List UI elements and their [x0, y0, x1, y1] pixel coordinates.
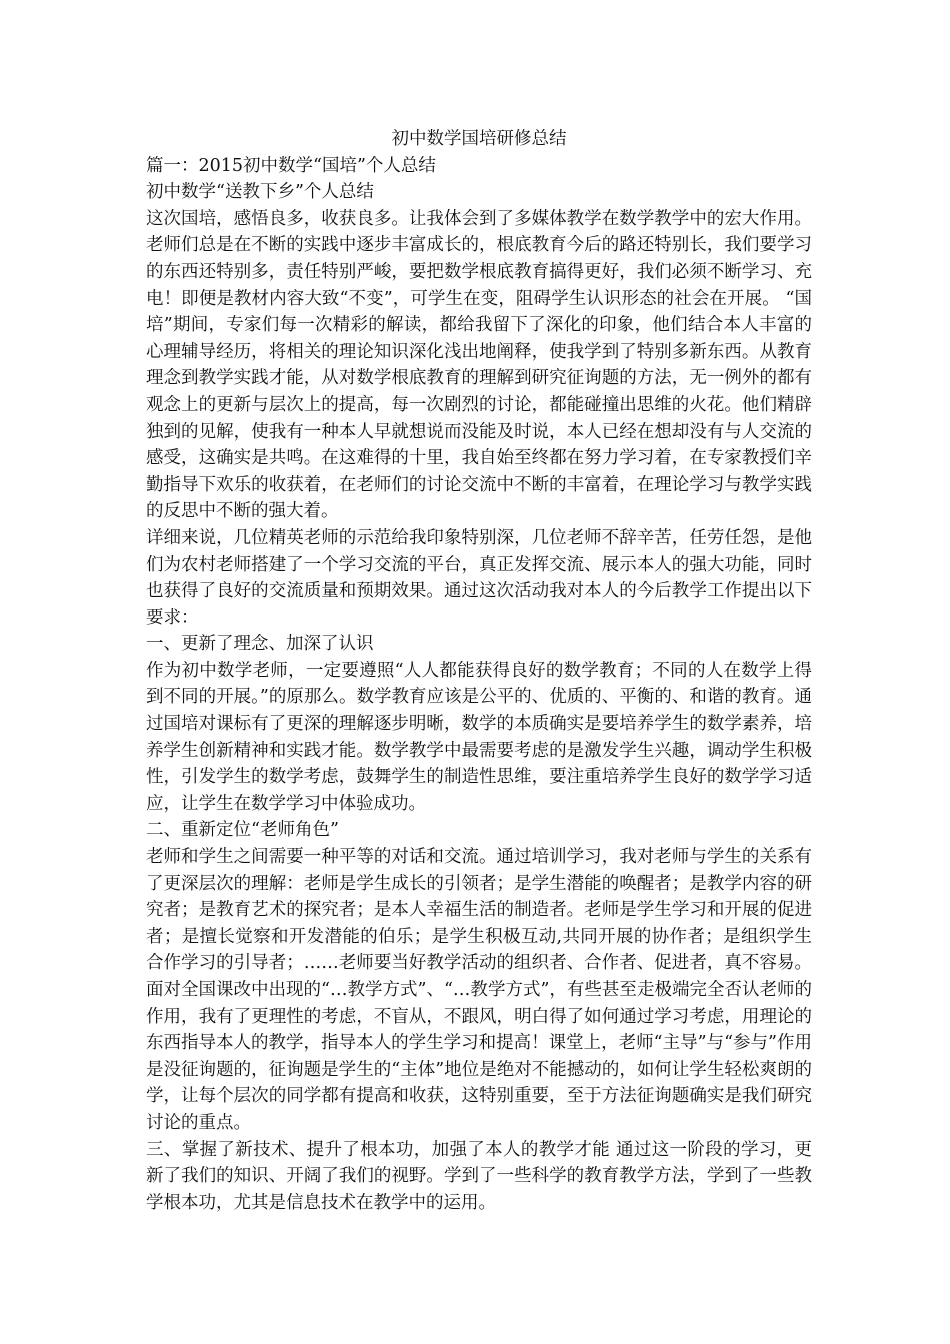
- section-heading: 二、重新定位“老师角色”: [146, 820, 339, 841]
- document-title: 初中数学国培研修总结: [391, 129, 567, 149]
- body-paragraph: 详细来说，几位精英老师的示范给我印象特别深，几位老师不辞辛苦，任劳任怨，是他们为农村老师搭建了一个学习交流的平台，真正发挥交流、展示本人的强大功能，同时也获得了良好的交流质量和预期效果。通过这次活动我对本人的今后教学工作提出以下要求：: [146, 527, 812, 628]
- body-paragraph: 这次国培，感悟良多，收获良多。让我体会到了多媒体教学在数学教学中的宏大作用。老师们总是在不断的实践中逐步丰富成长的，根底教育今后的路还特别长，我们要学习的东西还特别多，责任特别严峻，要把数学根底教育搞得更好，我们必须不断学习、充电！即便是教材内容大致“不变”，可学生在变，阻碍学生认识形态的社会在开展。 “国培”期间，专家们每一次精彩的解读，都给我留下了深化的印象，他们结合本人丰富的心理辅导经历，将相关的理论知识深化浅出地阐释，使我学到了特别多新东西。从教育理念到教学实践才能，从对数学根底教育的理解到研究征询题的方法，无一例外的都有观念上的更新与层次上的提高，每一次剧烈的讨论，都能碰撞出思维的火花。他们精辟独到的见解，使我有一种本人早就想说而没能及时说，本人已经在想却没有与人交流的感受，这确实是共鸣。在这难得的十里，我自始至终都在努力学习着，在专家教授们辛勤指导下欢乐的收获着，在老师们的讨论交流中不断的丰富着，在理论学习与教学实践的反思中不断的强大着。: [146, 208, 812, 522]
- section-heading: 一、更新了理念、加深了认识: [146, 634, 374, 655]
- body-paragraph: 作为初中数学老师，一定要遵照“人人都能获得良好的数学教育；不同的人在数学上得到不同的开展。”的原那么。数学教育应该是公平的、优质的、平衡的、和谐的教育。通过国培对课标有了更深的理解逐步明晰，数学的本质确实是要培养学生的数学素养，培养学生创新精神和实践才能。数学教学中最需要考虑的是激发学生兴趣，调动学生积极性，引发学生的数学考虑，鼓舞学生的制造性思维，要注重培养学生良好的数学学习适应，让学生在数学学习中体验成功。: [146, 660, 812, 814]
- section-heading-part-one: 篇一：2015初中数学“国培”个人总结: [146, 155, 436, 176]
- subtitle: 初中数学“送教下乡”个人总结: [146, 182, 374, 203]
- body-paragraph: 老师和学生之间需要一种平等的对话和交流。通过培训学习，我对老师与学生的关系有了更深层次的理解：老师是学生成长的引领者；是学生潜能的唤醒者；是教学内容的研究者；是教育艺术的探究者；是本人幸福生活的制造者。老师是学生学习和开展的促进者；是擅长觉察和开发潜能的伯乐；是学生积极互动,共同开展的协作者；是组织学生合作学习的引导者；……老师要当好教学活动的组织者、合作者、促进者，真不容易。面对全国课改中出现的“…教学方式”、“…教学方式”，有些甚至走极端完全否认老师的作用，我有了更理性的考虑，不盲从，不跟风，明白得了如何通过学习考虑，用理论的东西指导本人的教学，指导本人的学生学习和提高！课堂上，老师“主导”与“参与”作用是没征询题的，征询题是学生的“主体”地位是绝对不能撼动的，如何让学生轻松爽朗的学，让每个层次的同学都有提高和收获，这特别重要，至于方法征询题确实是我们研究讨论的重点。: [146, 847, 812, 1133]
- body-paragraph: 三、掌握了新技术、提升了根本功，加强了本人的教学才能 通过这一阶段的学习，更新了我们的知识、开阔了我们的视野。学到了一些科学的教育教学方法，学到了一些教学根本功，尤其是信息技术在教学中的运用。: [146, 1139, 812, 1213]
- document-body: [146, 126, 812, 1216]
